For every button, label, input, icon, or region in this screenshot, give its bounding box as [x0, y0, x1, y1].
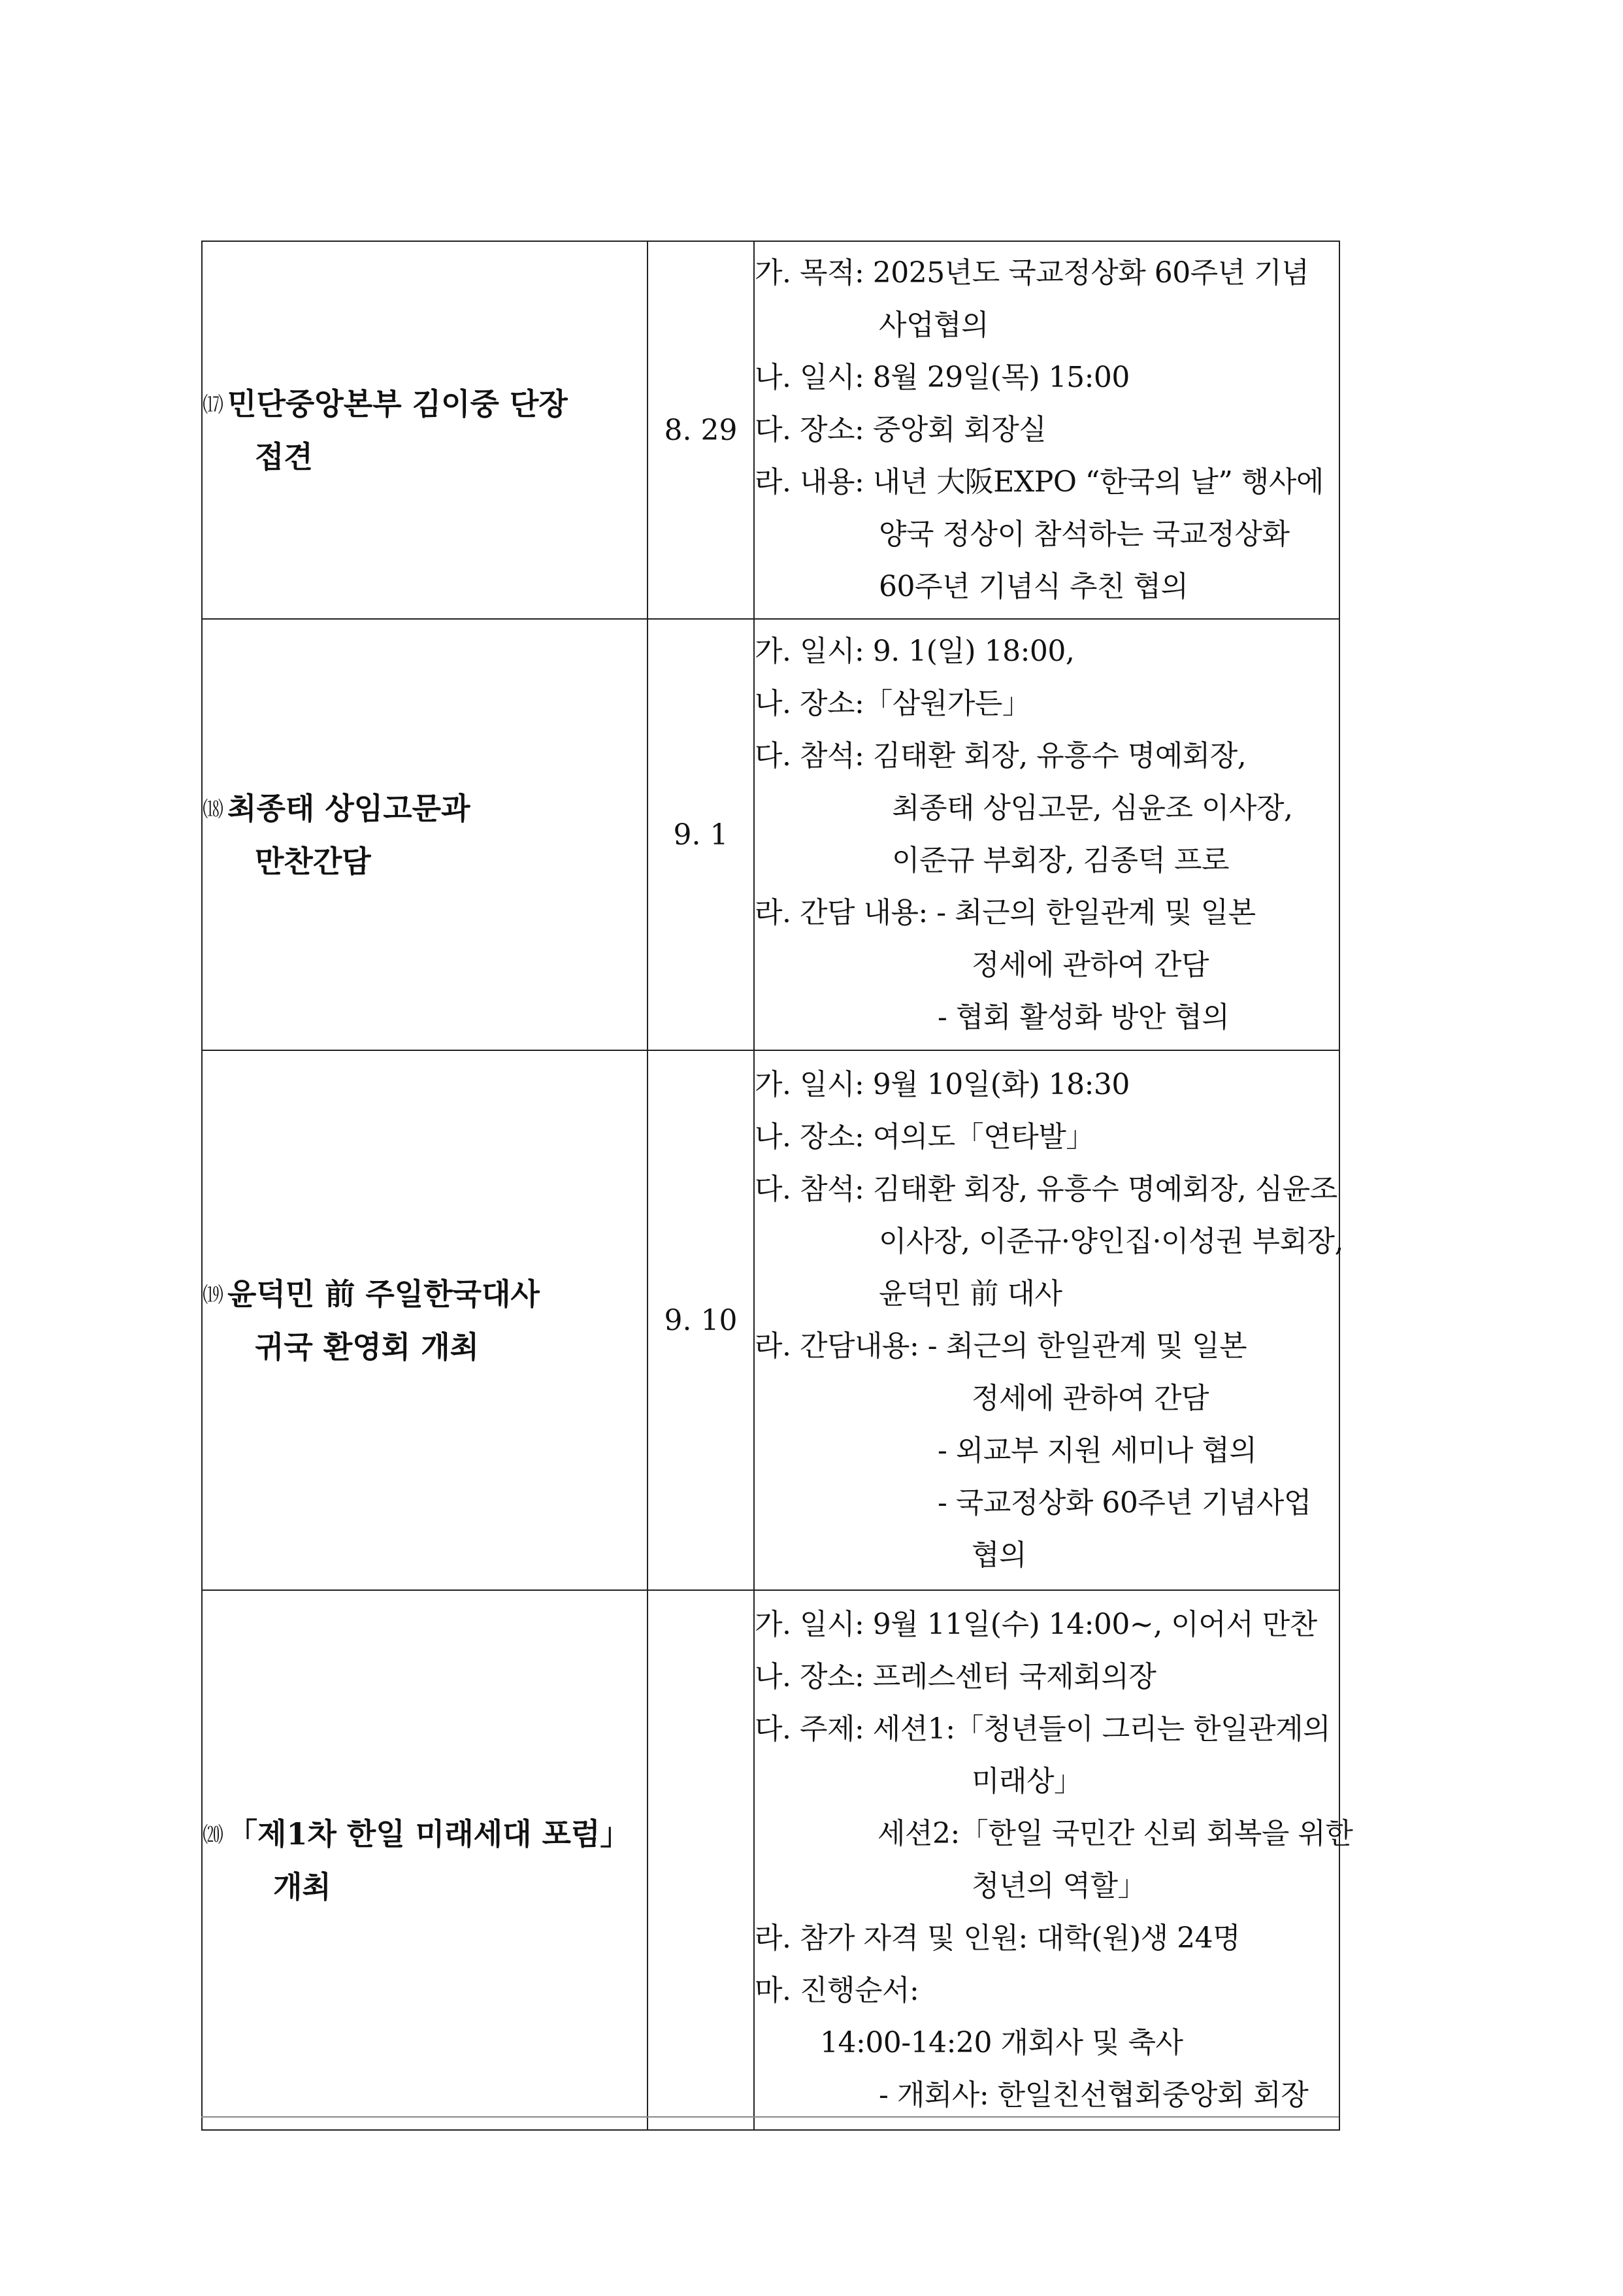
detail-line: 이준규 부회장, 김종덕 프로 — [892, 844, 1229, 877]
event-detail-cell — [754, 1050, 1343, 1590]
event-detail-cell — [754, 619, 1339, 1050]
detail-line: 다. 참석: 김태환 회장, 유흥수 명예회장, 심윤조 — [755, 1173, 1337, 1206]
event-title: 「제1차 한일 미래세대 포럼」 — [227, 1816, 631, 1852]
detail-line: 이사장, 이준규·양인집·이성권 부회장, — [879, 1225, 1343, 1258]
item-number: ⒆ — [203, 1282, 224, 1307]
activity-table — [201, 241, 1353, 2131]
detail-line: 양국 정상이 참석하는 국교정상화 — [879, 518, 1290, 551]
detail-line: - 국교정상화 60주년 기념사업 — [938, 1486, 1311, 1520]
detail-line: 협의 — [972, 1539, 1027, 1572]
detail-line: 정세에 관하여 간담 — [972, 1382, 1209, 1415]
event-title-cont: 귀국 환영회 개최 — [255, 1329, 480, 1365]
event-detail-cell — [754, 1590, 1353, 2130]
detail-line: 라. 참가 자격 및 인원: 대학(원)생 24명 — [755, 1922, 1241, 1955]
event-date: 9. 10 — [648, 1050, 754, 1590]
detail-line: - 협회 활성화 방안 협의 — [938, 1001, 1230, 1034]
detail-line: 다. 장소: 중앙회 회장실 — [755, 413, 1047, 446]
detail-line: 청년의 역할」 — [972, 1869, 1147, 1903]
detail-line: 가. 일시: 9월 10일(화) 18:30 — [755, 1068, 1130, 1101]
detail-line: 윤덕민 前 대사 — [879, 1277, 1062, 1310]
detail-line: 최종태 상임고문, 심윤조 이사장, — [892, 791, 1293, 825]
detail-line: 가. 일시: 9월 11일(수) 14:00~, 이어서 만찬 — [755, 1608, 1317, 1641]
detail-line: 마. 진행순서: — [755, 1974, 919, 2007]
detail-line: 나. 일시: 8월 29일(목) 15:00 — [755, 361, 1130, 394]
detail-line: 가. 일시: 9. 1(일) 18:00, — [755, 635, 1075, 668]
detail-line: 14:00-14:20 개회사 및 축사 — [820, 2026, 1183, 2059]
event-title-cell — [202, 619, 648, 1050]
detail-line: 가. 목적: 2025년도 국교정상화 60주년 기념 — [755, 256, 1309, 290]
detail-line: - 개회사: 한일친선협회중앙회 회장 — [879, 2078, 1309, 2112]
event-date: 8. 29 — [648, 241, 754, 619]
table-row — [202, 1050, 1339, 1590]
detail-line: 세션2:「한일 국민간 신뢰 회복을 위한 — [877, 1817, 1353, 1850]
detail-line: 나. 장소: 프레스센터 국제회의장 — [755, 1660, 1156, 1693]
event-title-cont: 만찬간담 — [255, 843, 371, 879]
detail-line: 사업협의 — [879, 308, 989, 342]
table-row — [202, 1590, 1339, 2130]
event-title-cell — [202, 1590, 648, 2130]
detail-line: 다. 주제: 세션1:「청년들이 그리는 한일관계의 — [755, 1712, 1331, 1746]
detail-line: 다. 참석: 김태환 회장, 유흥수 명예회장, — [755, 739, 1247, 773]
detail-line: 라. 간담내용: - 최근의 한일관계 및 일본 — [755, 1329, 1247, 1363]
detail-line: 라. 내용: 내년 大阪EXPO “한국의 날” 행사에 — [755, 465, 1324, 499]
event-title-cont: 개최 — [273, 1869, 331, 1905]
table-row — [202, 241, 1339, 619]
detail-line: 라. 간담 내용: - 최근의 한일관계 및 일본 — [755, 896, 1256, 929]
event-title-cell — [202, 241, 648, 619]
detail-line: - 외교부 지원 세미나 협의 — [938, 1434, 1257, 1467]
event-title-cell — [202, 1050, 648, 1590]
table-row — [202, 619, 1339, 1050]
detail-line: 미래상」 — [972, 1765, 1083, 1798]
item-number: ⒅ — [203, 796, 224, 822]
event-title-cont: 접견 — [255, 439, 313, 474]
event-date — [648, 1590, 754, 2130]
detail-line: 나. 장소: 여의도「연타발」 — [755, 1120, 1094, 1154]
event-title: 민단중앙본부 김이중 단장 — [227, 386, 568, 422]
event-detail-cell — [754, 241, 1339, 619]
event-title: 최종태 상임고문과 — [227, 790, 470, 826]
detail-line: 정세에 관하여 간담 — [972, 948, 1209, 982]
bottom-rule — [201, 2116, 1339, 2118]
item-number: ⒇ — [203, 1822, 224, 1847]
event-title: 윤덕민 前 주일한국대사 — [227, 1276, 540, 1312]
event-date: 9. 1 — [648, 619, 754, 1050]
detail-line: 나. 장소:「삼원가든」 — [755, 687, 1031, 720]
item-number: ⒄ — [203, 391, 224, 417]
detail-line: 60주년 기념식 추친 협의 — [879, 570, 1189, 603]
